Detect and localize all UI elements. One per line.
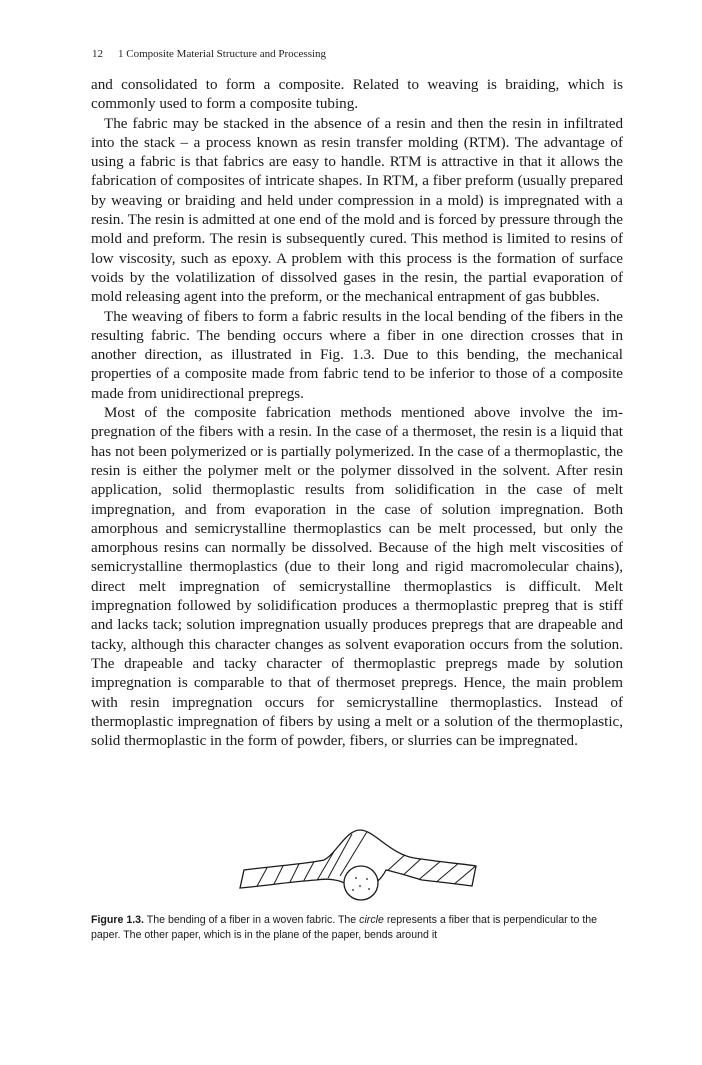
perpendicular-fiber-circle xyxy=(344,866,378,900)
figure-caption xyxy=(91,913,627,942)
running-title: 1 Composite Material Structure and Processing xyxy=(118,48,327,60)
caption-italic: circle xyxy=(359,914,384,926)
figure-fiber-bending xyxy=(236,826,481,908)
caption-text-2: represents a fiber that is perpendicular to the paper. The other paper, which is in the plane of the paper, bends around it xyxy=(91,914,598,941)
paragraph-3: The weaving of fibers to form a fabric results in the local bending of the fibers in the resulting fabric. The bending occurs where a fiber in one direction crosses that in another direction, as illustrated in Fig. 1.3. Due to this bending, the mechanical properties of a composite made from fabric tend to be inferior to those of a composite made from unidirectional prepregs. xyxy=(91,308,623,402)
running-head xyxy=(92,48,632,60)
paragraph-1: and consolidated to form a composite. Related to weaving is braiding, which is commonly used to form a composite tubing. xyxy=(91,77,623,113)
paragraph-4: Most of the composite fabrication methods mentioned above involve the impregnation of the fibers with a resin. In the case of a thermoset, the resin is a liquid that has not been polymerized or is partially polymerized. In the case of a thermoplastic, the resin is either the polymer melt or the polymer dissolved in the solvent. After resin application, solid thermoplastic results from solidification in the case of melt impregnation, and from evaporation in the case of solution impregnation. Both amorphous and semicrystalline thermoplastics can be melt processed, but only the amorphous resins can normally be dissolved. Because of the high melt viscosities of semicrystalline thermoplastics (due to their long and rigid macromolecular chains), direct melt impregnation of semicrystalline thermoplastics is difficult. Melt impregnation followed by solidification produces a thermoplastic prepreg that is stiff and lacks tack; solution impregnation usually produces prepregs that are drapeable and tacky, although this character changes as solvent evaporation occurs from the solution. The drapeable and tacky character of thermoplastic prepregs made by solution impregnation is comparable to that of thermoset prepregs. Hence, the main problem with resin impregnation occurs for semicrystalline thermoplastics. Instead of thermoplastic impregnation of fibers by using a melt or a solution of the thermoplastic, solid thermoplastic in the form of powder, fibers, or slurries can be impregnated. xyxy=(91,405,623,750)
fiber-bending-diagram xyxy=(236,826,481,908)
body-text xyxy=(91,76,623,751)
caption-text-1: The bending of a fiber in a woven fabric. The xyxy=(146,914,360,926)
paragraph-2: The fabric may be stacked in the absence of a resin and then the resin in infiltrated into the stack – a process known as resin transfer molding (RTM). The advantage of using a fabric is that fabrics are easy to handle. RTM is attractive in that it allows the fabrication of composites of intricate shapes. In RTM, a fiber preform (usually prepared by weaving or braiding and held under compression in a mold) is impregnated with a resin. The resin is admitted at one end of the mold and is forced by pressure through the mold and preform. The resin is subsequently cured. This method is limited to resins of low viscosity, such as epoxy. A problem with this process is the formation of surface voids by the volatilization of dissolved gases in the resin, the partial evaporation of mold releasing agent into the preform, or the mechanical entrapment of gas bubbles. xyxy=(91,115,623,306)
figure-label: Figure 1.3. xyxy=(91,914,144,926)
page-number: 12 xyxy=(92,48,103,60)
